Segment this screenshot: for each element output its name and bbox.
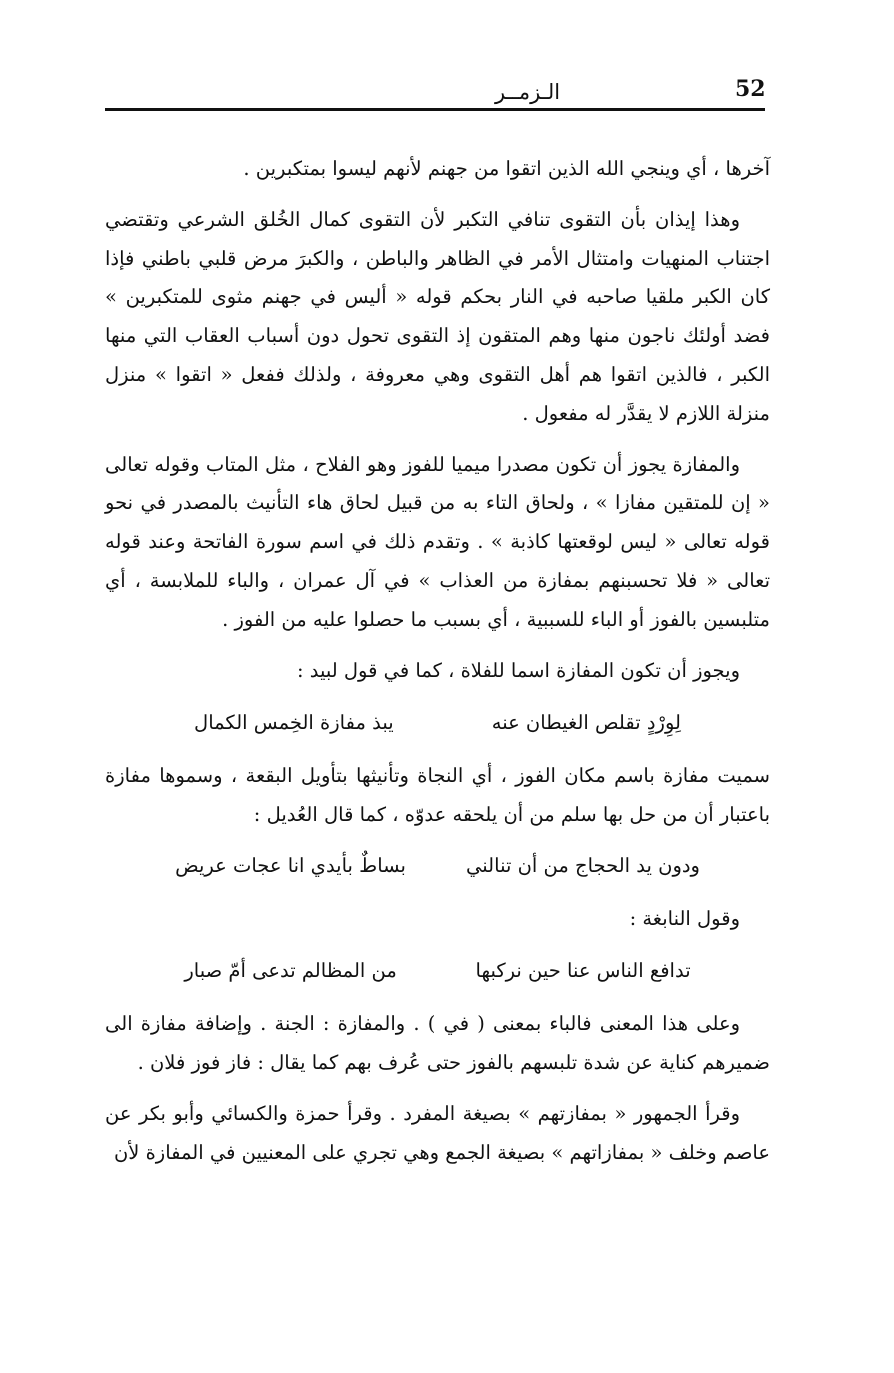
header-rule <box>105 108 765 111</box>
page-body <box>105 150 770 1184</box>
paragraph: وقول النابغة : <box>629 906 740 930</box>
paragraph: وقرأ الجمهور « بمفازتهم » بصيغة المفرد . وقرأ حمزة والكسائي وأبو بكر عن عاصم وخلف « بمفازاتهم » بصيغة الجمع وهي تجري على المعنيين في المفازة لأن <box>105 1101 770 1164</box>
paragraph: والمفازة يجوز أن تكون مصدرا ميميا للفوز وهو الفلاح ، مثل المتاب وقوله تعالى « إن للمتقين مفازا » ، ولحاق التاء به من قبيل لحاق هاء التأنيث بالمصدر في نحو قوله تعالى « ليس لوقعتها كاذبة » . وتقدم ذلك في اسم سورة الفاتحة وعند قوله تعالى « فلا تحسبنهم بمفازة من العذاب » في آل عمران ، والباء للملابسة ، أي متلبسين بالفوز أو الباء للسببية ، أي بسبب ما حصلوا عليه من الفوز . <box>105 452 770 631</box>
paragraph: ويجوز أن تكون المفازة اسما للفلاة ، كما في قول لبيد : <box>296 658 740 682</box>
running-title: الـزمــر <box>495 80 561 104</box>
verse-hemistich-second: يبذ مفازة الخِمس الكمال <box>194 711 394 735</box>
verse-hemistich-second: بساطٌ بأيدي انا عجات عريض <box>175 853 406 877</box>
paragraph: وعلى هذا المعنى فالباء بمعنى ( في ) . والمفازة : الجنة . وإضافة مفازة الى ضميرهم كناية عن شدة تلبسهم بالفوز حتى عُرف بهم كما يقال : فاز فوز فلان . <box>105 1012 770 1074</box>
paragraph: آخرها ، أي وينجي الله الذين اتقوا من جهنم لأنهم ليسوا بمتكبرين . <box>243 157 770 180</box>
paragraph: سميت مفازة باسم مكان الفوز ، أي النجاة وتأنيثها بتأويل البقعة ، وسموها مفازة باعتبار أن من حل بها سلم من أن يلحقه عدوّه ، كما قال العُديل : <box>105 764 770 826</box>
verse-hemistich-first: ودون يد الحجاج من أن تنالني <box>466 853 700 877</box>
paragraph: وهذا إيذان بأن التقوى تنافي التكبر لأن التقوى كمال الخُلق الشرعي وتقتضي اجتناب المنهيات وامتثال الأمر في الظاهر والباطن ، والكبرَ مرض قلبي باطني فإذا كان الكبر ملقيا صاحبه في النار بحكم قوله « أليس في جهنم مثوى للمتكبرين » فضد أولئك ناجون منها وهم المتقون إذ التقوى تحول دون أسباب العقاب التي منها الكبر ، فالذين اتقوا هم أهل التقوى وهي معروفة ، ولذلك ففعل « اتقوا » منزل منزلة اللازم لا يقدَّر له مفعول . <box>105 207 770 425</box>
page-number: 52 <box>735 76 766 102</box>
page-header <box>105 70 765 110</box>
verse-hemistich-first: تدافع الناس عنا حين نركبها <box>475 959 691 983</box>
verse-nabigha <box>105 952 770 991</box>
verse-hemistich-second: من المظالم تدعى أمّ صبار <box>184 959 397 983</box>
verse-udayl <box>105 847 770 886</box>
verse-labid <box>105 704 770 743</box>
verse-hemistich-first: لِوِرْدٍ تقلص الغيطان عنه <box>491 711 681 735</box>
